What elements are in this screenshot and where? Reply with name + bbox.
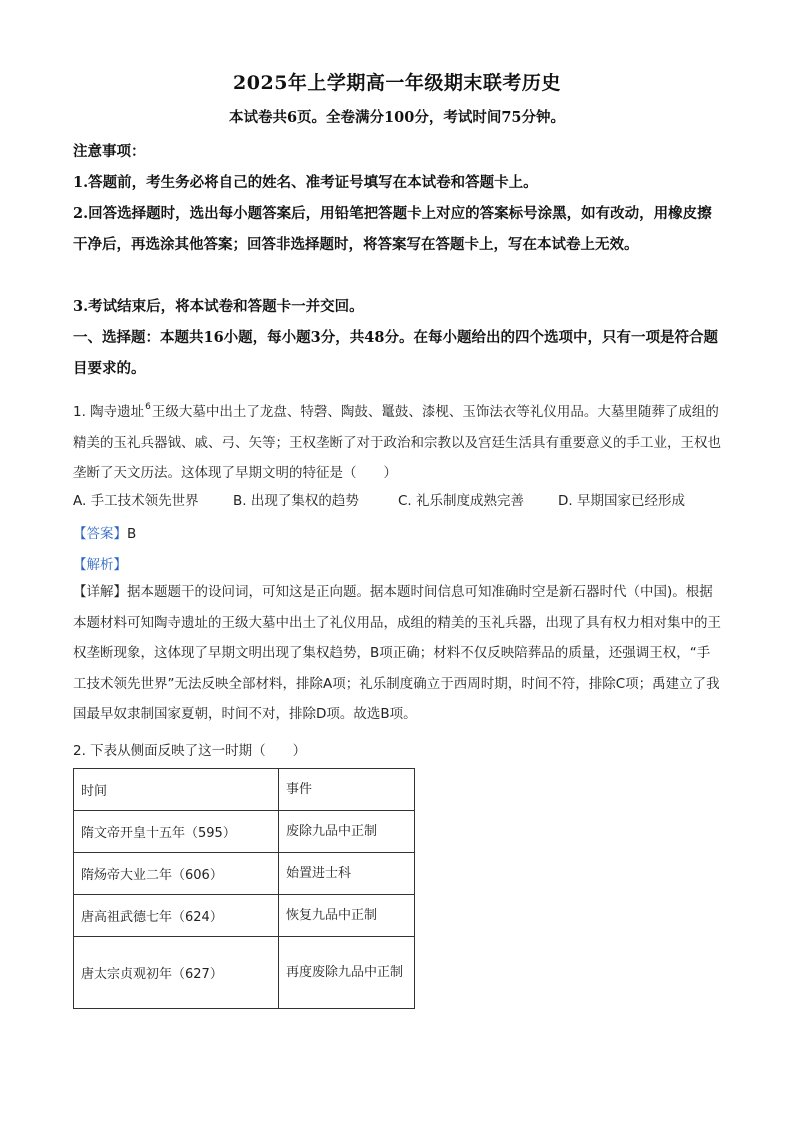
option-b: B. 出现了集权的趋势 [233, 493, 359, 509]
table-cell-time: 唐太宗贞观初年（627） [74, 937, 279, 1009]
exam-subtitle: 本试卷共6页。全卷满分100分，考试时间75分钟。 [228, 109, 566, 126]
section-heading: 一、选择题：本题共16小题，每小题3分，共48分。在每小题给出的四个选项中，只有一项是符合题目要求的。 [73, 329, 718, 377]
question-2-stem: 2. 下表从侧面反映了这一时期（ ） [73, 743, 307, 759]
notice-item-1: 1.答题前，考生务必将自己的姓名、准考证号填写在本试卷和答题卡上。 [73, 174, 538, 191]
table-header-time: 时间 [74, 769, 279, 811]
option-c: C. 礼乐制度成熟完善 [398, 493, 525, 509]
notice-item-3: 3.考试结束后，将本试卷和答题卡一并交回。 [73, 298, 364, 315]
table-header-row [74, 769, 415, 811]
table-row [74, 895, 415, 937]
table-cell-event: 始置进士科 [279, 853, 415, 895]
table-cell-time: 隋文帝开皇十五年（595） [74, 811, 279, 853]
history-table [73, 768, 415, 1009]
detail-paragraph [73, 577, 723, 730]
question-1-stem-start: 1. 陶寺遗址 [73, 404, 145, 420]
analysis-bracket-close: 】 [113, 557, 127, 573]
question-1-stem-rest: 王级大墓中出土了龙盘、特磬、陶鼓、鼍鼓、漆枧、玉饰法衣等礼仪用品。大墓里随葬了成组的精美的玉礼兵器钺、戚、弓、矢等；王权垄断了对于政治和宗教以及宫廷生活具有重要意义的手工业，王权也垄断了天文历法。这体现了早期文明的特征是（ ） [73, 404, 721, 481]
table-header-event: 事件 [279, 769, 415, 811]
detail-bracket-close: 】 [113, 584, 127, 600]
option-d: D. 早期国家已经形成 [558, 493, 685, 509]
table-row [74, 937, 415, 1009]
answer-value: B [127, 526, 137, 542]
table-cell-time: 隋炀帝大业二年（606） [74, 853, 279, 895]
notice-item-2: 2.回答选择题时，选出每小题答案后，用铅笔把答题卡上对应的答案标号涂黑，如有改动，用橡皮擦干净后，再选涂其他答案；回答非选择题时，将答案写在答题卡上，写在本试卷上无效。 [73, 205, 712, 253]
question-1-options [73, 489, 733, 509]
table-row [74, 811, 415, 853]
analysis-line [73, 553, 127, 573]
answer-tag: 答案 [86, 526, 114, 542]
analysis-bracket-open: 【 [73, 557, 87, 573]
answer-line [73, 522, 136, 542]
detail-tag: 详解 [86, 584, 114, 600]
footnote-marker: 6 [145, 402, 151, 412]
detail-bracket-open: 【 [73, 584, 87, 600]
option-a: A. 手工技术领先世界 [73, 493, 199, 509]
table-cell-event: 废除九品中正制 [279, 811, 415, 853]
analysis-tag: 解析 [86, 557, 114, 573]
table-row [74, 853, 415, 895]
answer-bracket-close: 】 [113, 526, 127, 542]
exam-title: 2025年上学期高一年级期末联考历史 [233, 72, 561, 94]
table-cell-time: 唐高祖武德七年（624） [74, 895, 279, 937]
notice-heading: 注意事项： [73, 143, 146, 160]
table-cell-event: 恢复九品中正制 [279, 895, 415, 937]
table-cell-event: 再度废除九品中正制 [279, 937, 415, 1009]
detail-text: 据本题题干的设问词，可知这是正向题。据本题时间信息可知准确时空是新石器时代（中国)。根据本题材料可知陶寺遗址的王级大墓中出土了礼仪用品，成组的精美的玉礼兵器，出现了具有权力相对集中的王权垄断现象，这体现了早期文明出现了集权趋势，B项正确；材料不仅反映陪葬品的质量，还强调王权，“手工技术领先世界”无法反映全部材料，排除A项；礼乐制度确立于西周时期，时间不符，排除C项；禹建立了我国最早奴隶制国家夏朝，时间不对，排除D项。故选B项。 [73, 584, 721, 722]
question-1-stem [73, 392, 723, 489]
answer-bracket-open: 【 [73, 526, 87, 542]
